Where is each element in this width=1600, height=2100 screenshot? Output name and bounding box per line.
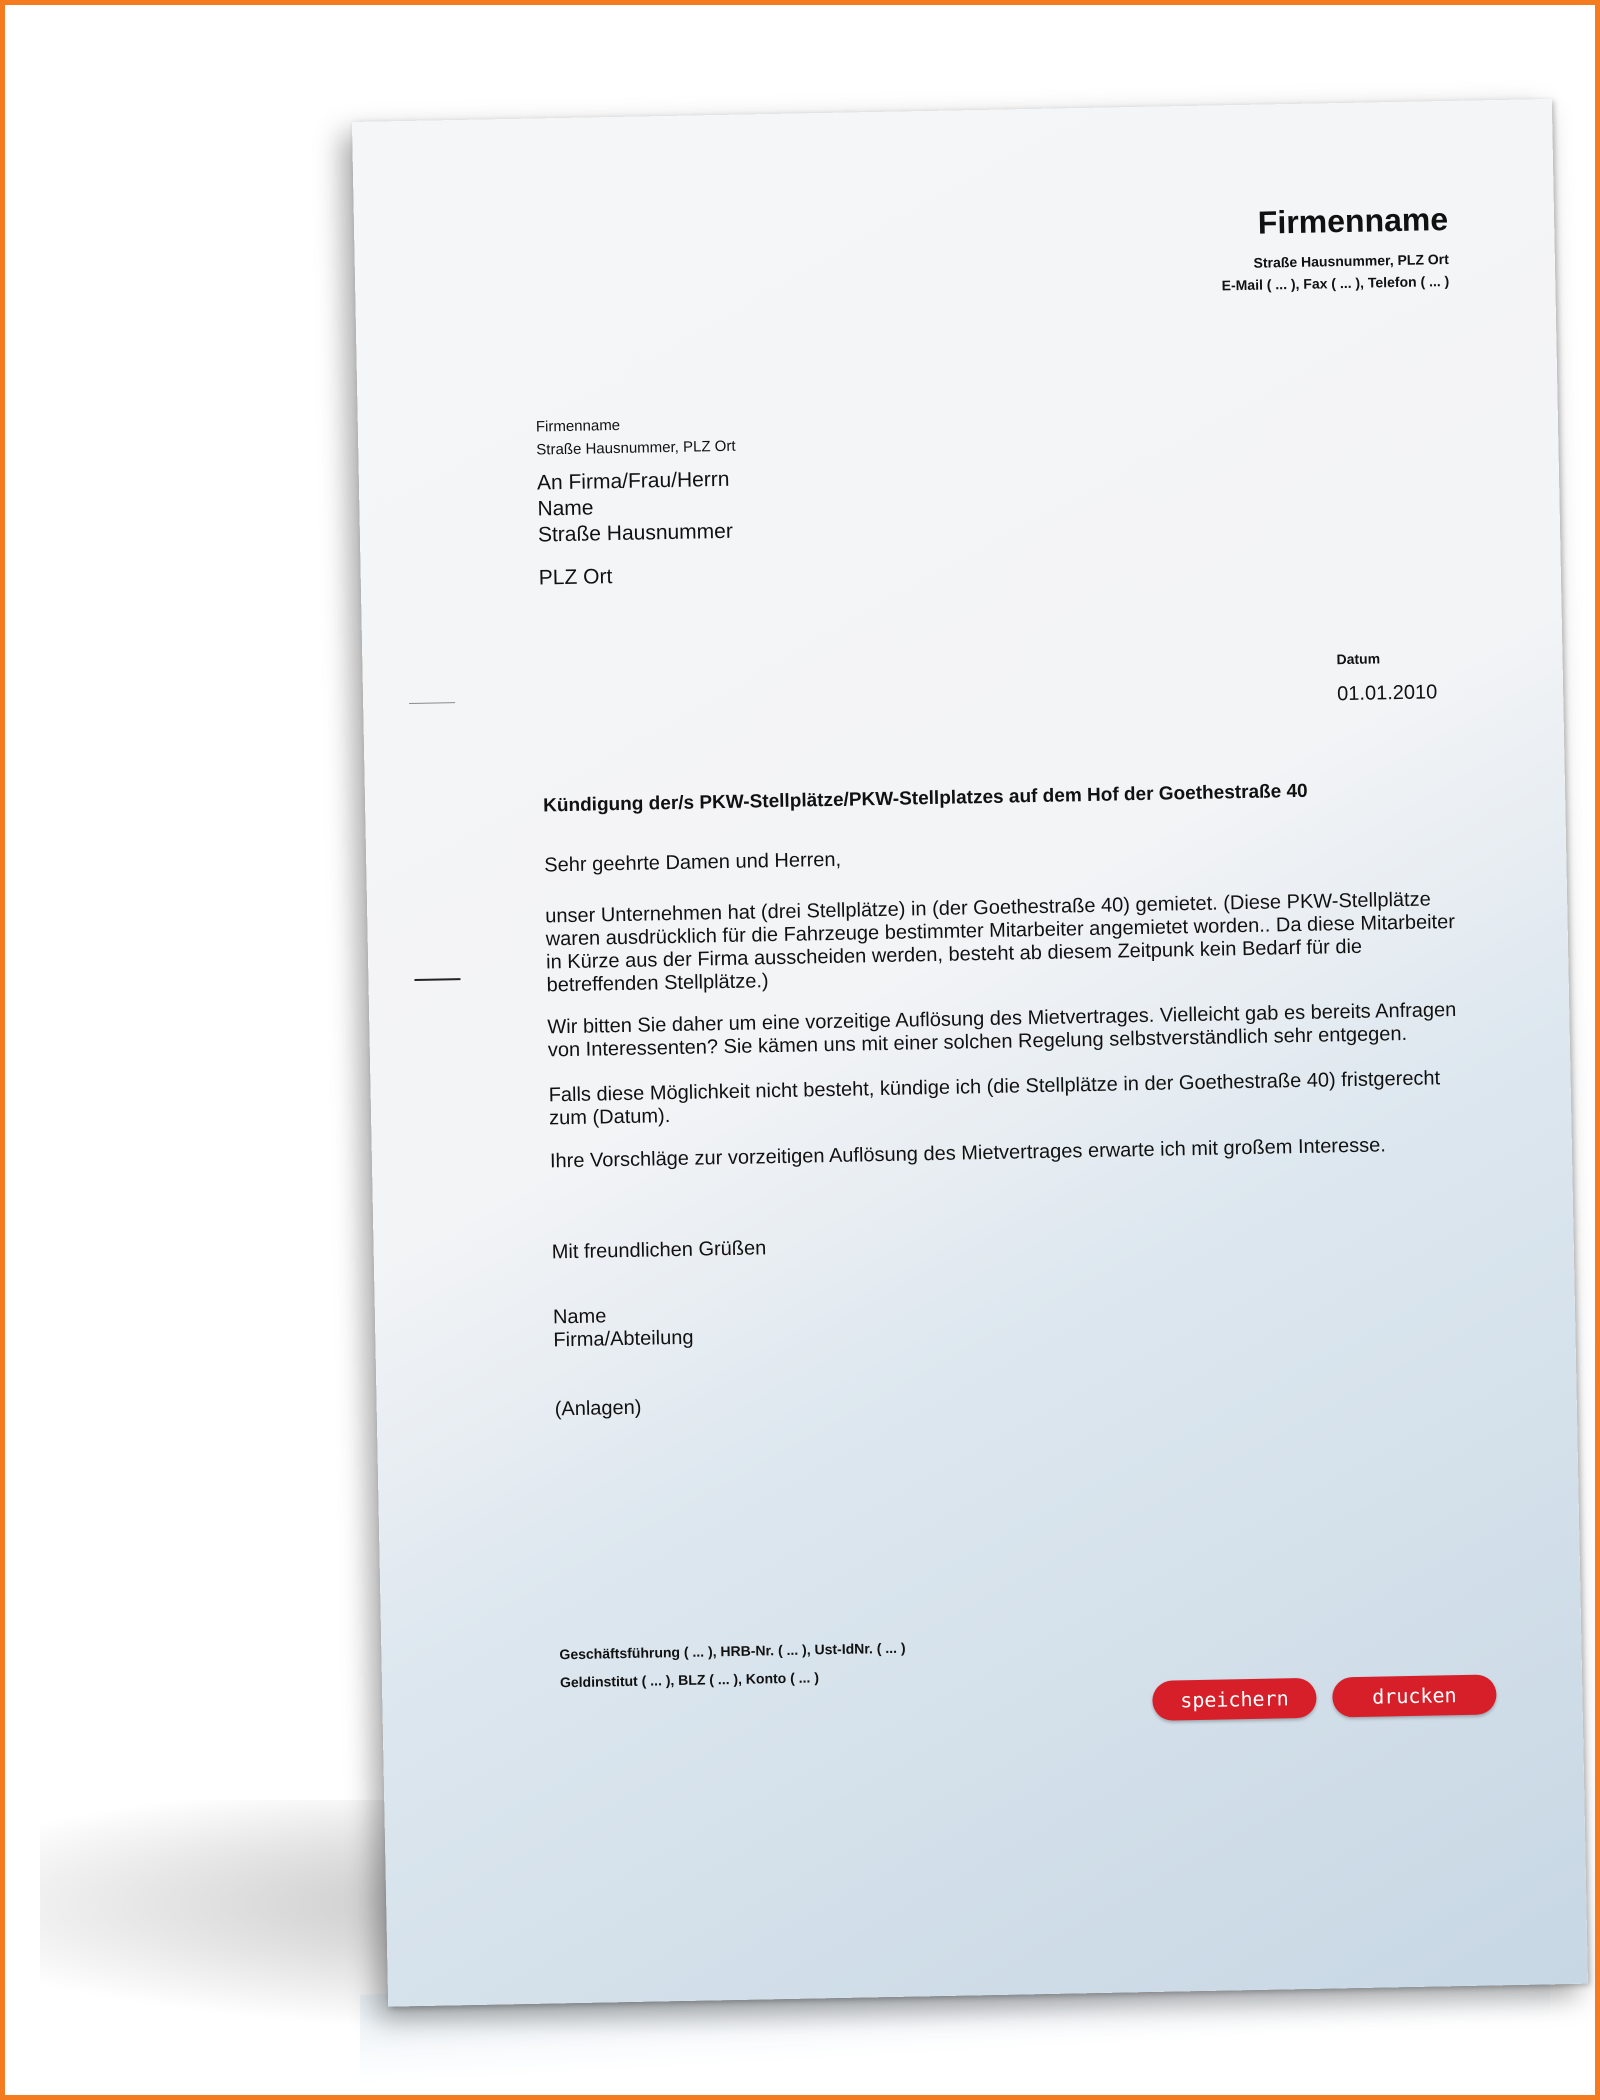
signature-department: Firma/Abteilung <box>553 1326 694 1352</box>
salutation: Sehr geehrte Damen und Herren, <box>544 848 842 877</box>
footer-line-1: Geschäftsführung ( ... ), HRB-Nr. ( ... ), Ust-IdNr. ( ... ) <box>559 1639 906 1663</box>
sender-name: Firmenname <box>535 416 621 436</box>
letterhead-company-name: Firmenname <box>1257 200 1449 241</box>
footer-line-2: Geldinstitut ( ... ), BLZ ( ... ), Konto ( ... ) <box>559 1669 820 1691</box>
letter-subject: Kündigung der/s PKW-Stellplätze/PKW-Stellplatzes auf dem Hof der Goethestraße 40 <box>542 780 1308 817</box>
recipient-city: PLZ Ort <box>538 565 613 590</box>
recipient-line-3: Straße Hausnummer <box>537 519 734 547</box>
signature-name: Name <box>552 1305 607 1329</box>
recipient-line-2: Name <box>537 496 594 521</box>
fold-mark <box>409 702 455 704</box>
body-paragraph-3: Falls diese Möglichkeit nicht besteht, kündige ich (die Stellplätze in der Goethestraße 40) fristgerecht zum (Datum). <box>548 1067 1441 1130</box>
letter-page <box>352 99 1588 2007</box>
save-button[interactable]: speichern <box>1152 1678 1317 1721</box>
closing: Mit freundlichen Grüßen <box>551 1237 767 1264</box>
punch-mark <box>414 978 460 981</box>
letterhead-contact: E-Mail ( ... ), Fax ( ... ), Telefon ( ... ) <box>1221 272 1450 294</box>
print-button[interactable]: drucken <box>1332 1674 1497 1717</box>
sender-street: Straße Hausnummer, PLZ Ort <box>536 437 736 459</box>
letterhead-street: Straße Hausnummer, PLZ Ort <box>1253 250 1449 271</box>
date-label: Datum <box>1336 650 1381 668</box>
recipient-block <box>537 467 733 549</box>
body-paragraph-2: Wir bitten Sie daher um eine vorzeitige Auflösung des Mietvertrages. Vielleicht gab es bereits Anfragen von Interessenten? Sie kämen uns mit einer solchen Regelung selbstverständlich sehr entgegen. <box>547 998 1457 1062</box>
recipient-line-1: An Firma/Frau/Herrn <box>536 467 730 495</box>
body-paragraph-1: unser Unternehmen hat (drei Stellplätze) in (der Goethestraße 40) gemietet. (Diese PKW-Stellplätze waren ausdrücklich für die Fahrzeuge bestimmter Mitarbeiter angemietet worden.. Da diese Mitarbeiter in Kürze aus der Firma ausscheiden werden, besteht ab diesem Zeitpunk kein Bedarf für die betreffenden Stellplätze.) <box>545 888 1456 997</box>
body-paragraph-4: Ihre Vorschläge zur vorzeitigen Auflösung des Mietvertrages erwarte ich mit großem Interesse. <box>549 1134 1386 1173</box>
date-value: 01.01.2010 <box>1336 681 1438 706</box>
attachments: (Anlagen) <box>554 1396 642 1421</box>
